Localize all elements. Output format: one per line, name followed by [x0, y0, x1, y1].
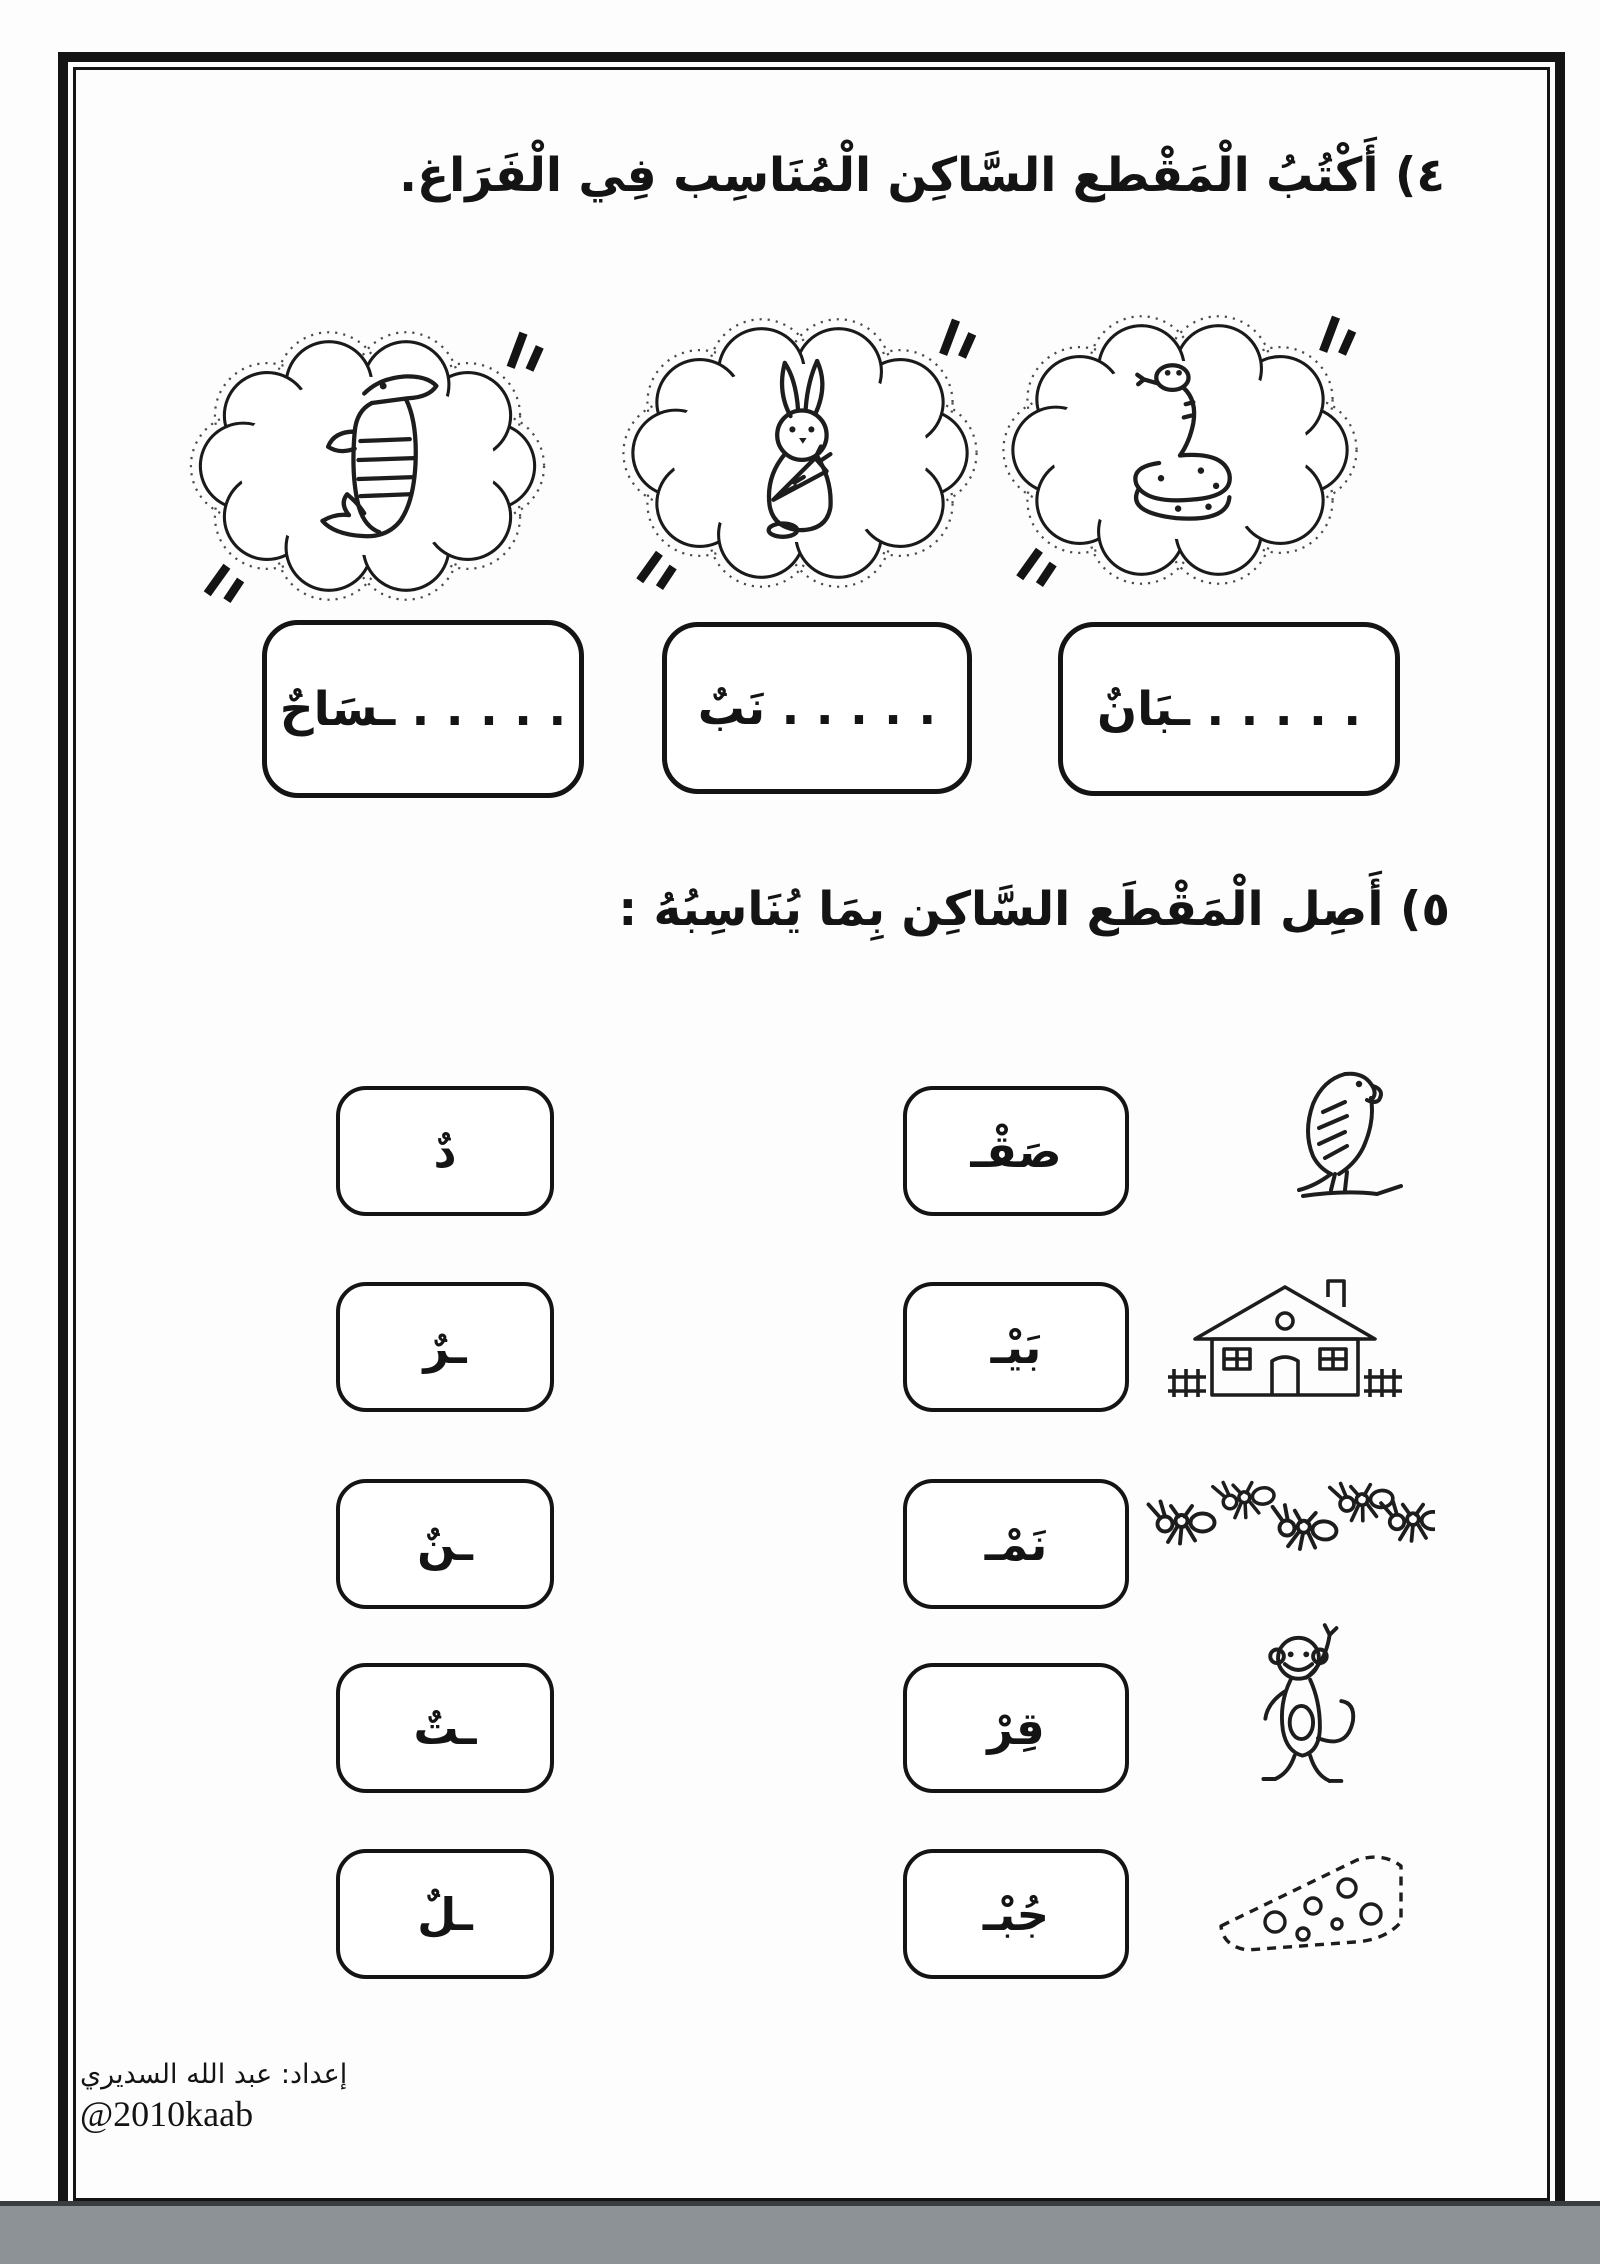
scan-edge-strip: [0, 2201, 1600, 2264]
syllable-text: دٌ: [433, 1124, 457, 1178]
blank-text-snake: . . . . . ـبَانٌ: [1096, 681, 1362, 737]
syllable-box-5: [336, 1849, 554, 1979]
syllable-box-1: [336, 1086, 554, 1216]
blank-box-rabbit: [662, 622, 972, 794]
syllable-text: ـتٌ: [413, 1701, 477, 1755]
footer: [80, 2058, 347, 2137]
word-box-house: [903, 1282, 1129, 1412]
blank-text-rabbit: . . . . . نَبٌ: [697, 680, 937, 736]
word-text: نَمْـ: [984, 1517, 1048, 1571]
rabbit-image: [705, 345, 895, 550]
syllable-box-2: [336, 1282, 554, 1412]
monkey-image: [1205, 1605, 1390, 1805]
word-box-cheese: [903, 1849, 1129, 1979]
word-text: جُبْـ: [982, 1887, 1050, 1941]
blank-box-crocodile: [262, 620, 584, 798]
word-box-falcon: [903, 1086, 1129, 1216]
section4-title: ٤) أَكْتُبُ الْمَقْطع السَّاكِن الْمُنَاسِب فِي الْفَرَاغ.: [399, 148, 1445, 203]
house-image: [1160, 1265, 1410, 1405]
blank-box-snake: [1058, 622, 1400, 796]
falcon-image: [1195, 1052, 1425, 1212]
word-box-ants: [903, 1479, 1129, 1609]
crocodile-image: [273, 356, 463, 566]
author-handle: @2010kaab: [80, 2093, 254, 2134]
ants-image: [1135, 1462, 1435, 1577]
syllable-box-4: [336, 1663, 554, 1793]
snake-image: [1085, 345, 1275, 545]
syllable-text: ـلٌ: [417, 1887, 473, 1941]
cloud-bubble-rabbit: [620, 303, 980, 603]
word-text: قِرْ: [987, 1701, 1045, 1755]
cheese-image: [1205, 1830, 1425, 1975]
word-text: بَيْـ: [990, 1320, 1042, 1374]
cloud-bubble-crocodile: [185, 316, 550, 616]
word-box-monkey: [903, 1663, 1129, 1793]
blank-text-crocodile: . . . . . ـسَاحٌ: [279, 681, 567, 737]
syllable-text: ـرٌ: [423, 1320, 467, 1374]
syllable-text: ـنٌ: [417, 1517, 473, 1571]
syllable-box-3: [336, 1479, 554, 1609]
word-text: صَقْـ: [970, 1124, 1062, 1178]
prepared-by-text: إعداد: عبد الله السديري: [80, 2059, 348, 2090]
cloud-bubble-snake: [1000, 300, 1360, 600]
section5-title: ٥) أَصِل الْمَقْطَع السَّاكِن بِمَا يُنَاسِبُهُ :: [618, 882, 1450, 937]
